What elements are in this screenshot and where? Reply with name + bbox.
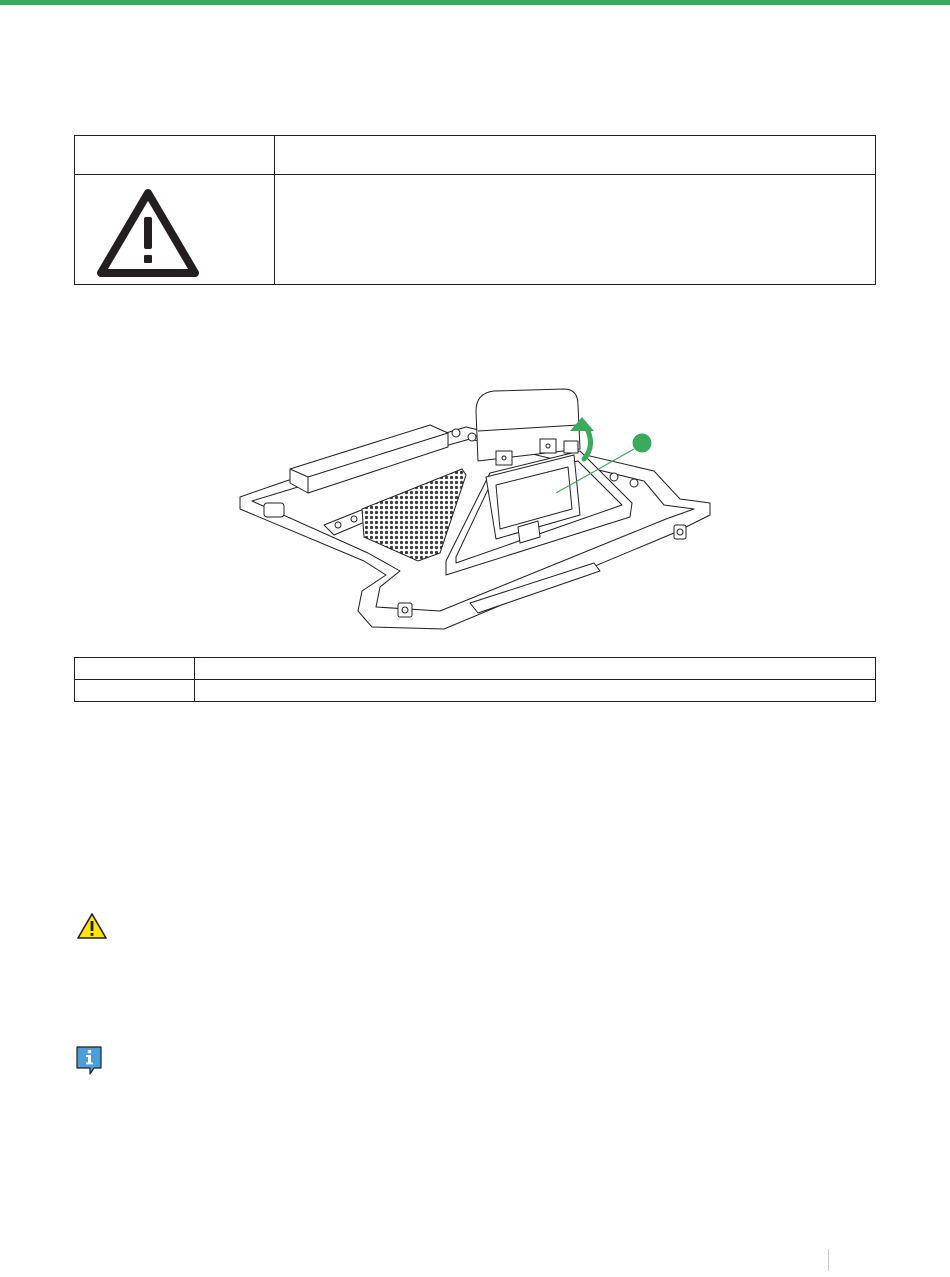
legend-row (75, 680, 876, 702)
legend-description (195, 658, 876, 680)
info-speech-bubble-icon (76, 1046, 104, 1076)
legend-label (75, 658, 195, 680)
warning-triangle-icon (95, 187, 201, 279)
warning-text-cell (275, 175, 876, 285)
callout-bubble (633, 434, 652, 453)
warning-header-left (75, 136, 275, 175)
legend-label (75, 680, 195, 702)
legend-row (75, 658, 876, 680)
header-rule (0, 0, 950, 5)
device-illustration (234, 385, 714, 635)
warning-symbol-cell (75, 175, 275, 285)
warning-header-right (275, 136, 876, 175)
warning-table (74, 135, 876, 285)
legend-table (74, 657, 876, 702)
caution-triangle-icon (76, 912, 108, 940)
page-number-separator (828, 1249, 829, 1271)
legend-description (195, 680, 876, 702)
